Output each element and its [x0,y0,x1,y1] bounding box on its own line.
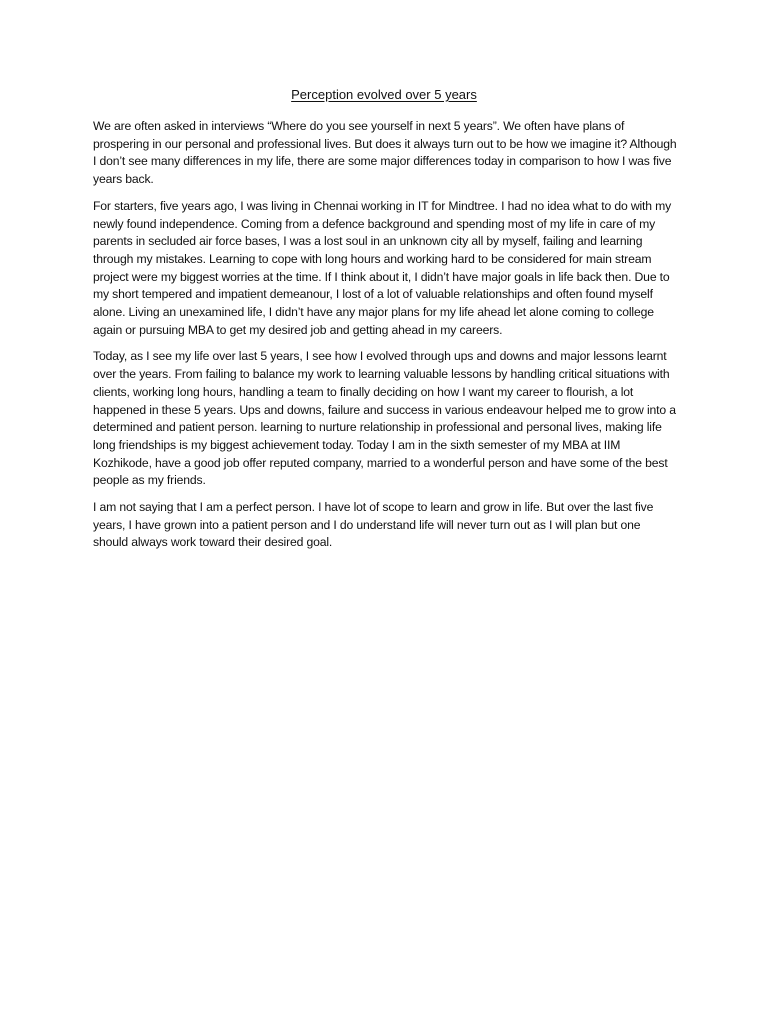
document-title: Perception evolved over 5 years [291,87,477,102]
paragraph-2: For starters, five years ago, I was living in Chennai working in IT for Mindtree. I had no idea what to do with my newly found independence. Coming from a defence background and spending most of my life in care of my parents in secluded air force bases, I was a lost soul in an unknown city all by myself, failing and learning through my mistakes. Learning to cope with long hours and working hard to be considered for main stream project were my biggest worries at the time. If I think about it, I didn’t have major goals in life back then. Due to my short tempered and impatient demeanour, I lost of a lot of valuable relationships and often found myself alone. Living an unexamined life, I didn’t have any major plans for my life ahead let alone coming to college again or pursuing MBA to get my desired job and getting ahead in my careers. [93,198,672,337]
paragraph-1: We are often asked in interviews “Where do you see yourself in next 5 years”. We often have plans of prospering in our personal and professional lives. But does it always turn out to be how we imagine it? Although I don’t see many differences in my life, there are some major differences today in comparison to how I was five years back. [93,119,677,187]
paragraph-4: I am not saying that I am a perfect person. I have lot of scope to learn and grow in life. But over the last five years, I have grown into a patient person and I do understand life will never turn out as I will plan but one should always work toward their desired goal. [93,500,654,550]
paragraph-3: Today, as I see my life over last 5 years, I see how I evolved through ups and downs and major lessons learnt over the years. From failing to balance my work to learning valuable lessons by handling critical situations with clients, working long hours, handling a team to finally deciding on how I want my career to flourish, a lot happened in these 5 years. Ups and downs, failure and success in various endeavour helped me to grow into a determined and patient person. learning to nurture relationship in professional and personal lives, making life long friendships is my biggest achievement today. Today I am in the sixth semester of my MBA at IIM Kozhikode, have a good job offer reputed company, married to a wonderful person and have some of the best people as my friends. [93,349,676,488]
document-body [93,118,677,561]
